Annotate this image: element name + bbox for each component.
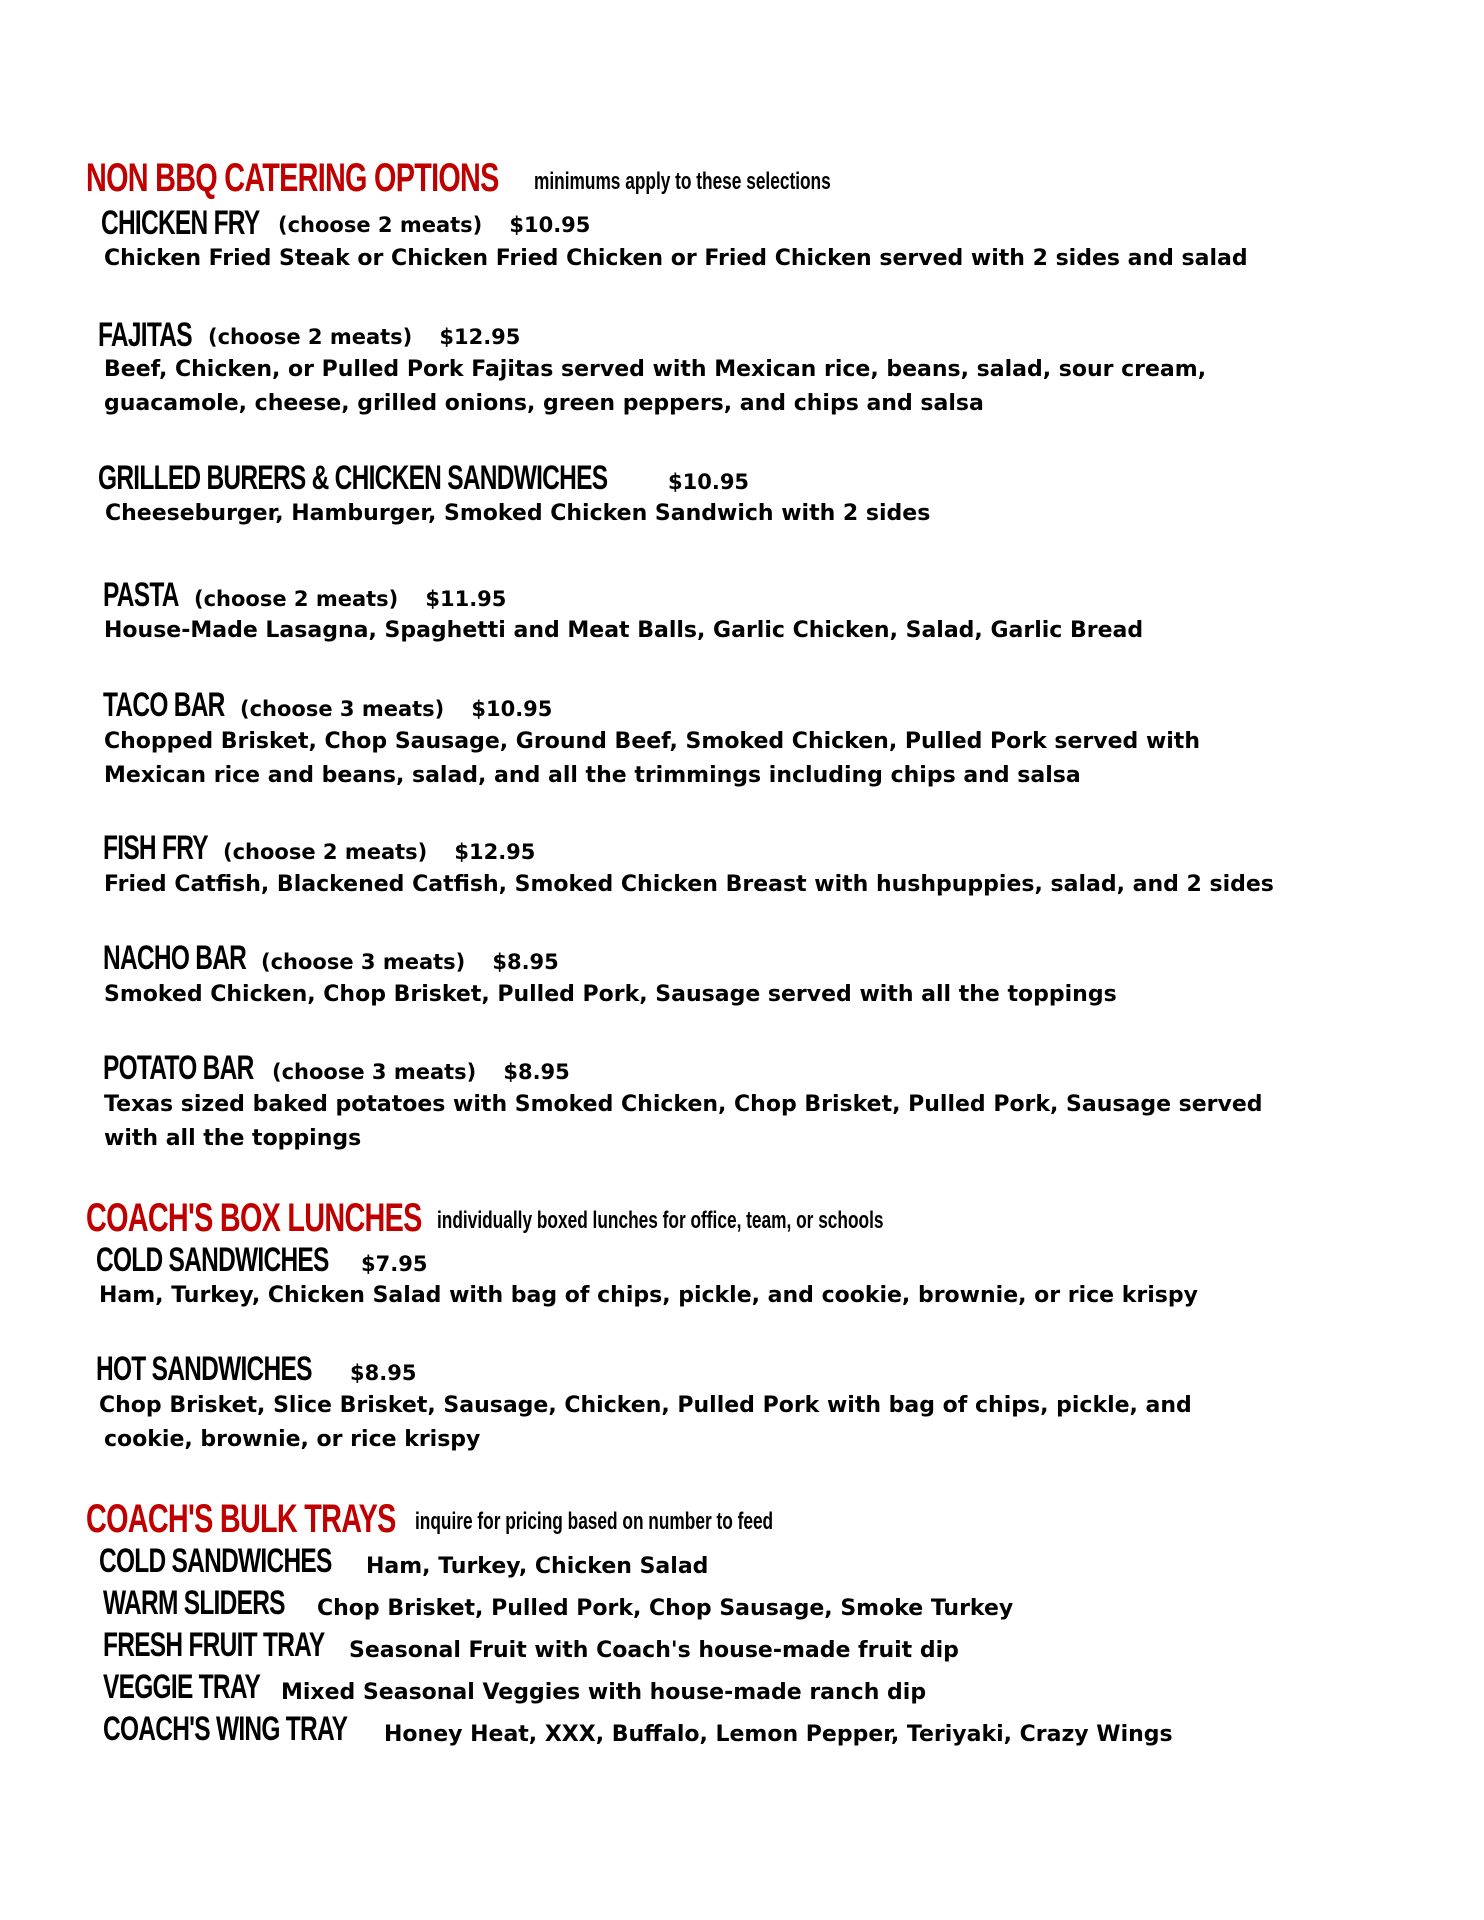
section-heading: COACH'S BULK TRAYS — [86, 1497, 396, 1541]
item-description: Ham, Turkey, Chicken Salad — [366, 1554, 709, 1579]
bulk-item-desc — [317, 1598, 1013, 1620]
item-description — [99, 1389, 1389, 1457]
item-price: $10.95 — [668, 470, 750, 494]
item-description — [104, 242, 1394, 276]
item-nacho-bar-meta — [261, 952, 559, 973]
item-choose: (choose 2 meats) — [278, 213, 483, 237]
item-name: VEGGIE TRAY — [103, 1668, 261, 1706]
description-line: Smoked Chicken, Chop Brisket, Pulled Pork, Sausage served with all the toppings — [104, 982, 1117, 1007]
description-line: Ham, Turkey, Chicken Salad with bag of chips, pickle, and cookie, brownie, or rice krispy — [99, 1283, 1198, 1308]
item-choose: (choose 3 meats) — [240, 697, 445, 721]
item-description — [104, 614, 1394, 648]
item-price: $8.95 — [492, 950, 559, 974]
item-price: $12.95 — [439, 325, 521, 349]
item-description: Mixed Seasonal Veggies with house-made ranch dip — [281, 1680, 927, 1705]
item-name: TACO BAR — [103, 686, 225, 724]
item-name: HOT SANDWICHES — [96, 1350, 312, 1388]
item-name: COLD SANDWICHES — [96, 1241, 329, 1279]
item-description — [99, 1279, 1389, 1313]
bulk-item-desc — [349, 1640, 959, 1662]
item-choose: (choose 2 meats) — [223, 840, 428, 864]
description-line: guacamole, cheese, grilled onions, green peppers, and chips and salsa — [104, 391, 984, 416]
item-fish-fry-meta — [223, 842, 535, 863]
item-pasta-meta — [194, 589, 506, 610]
description-line: Fried Catfish, Blackened Catfish, Smoked Chicken Breast with hushpuppies, salad, and 2 sides — [104, 872, 1274, 897]
bulk-item-desc — [281, 1682, 926, 1704]
section-note-box-lunches — [437, 1209, 1057, 1233]
item-choose: (choose 3 meats) — [272, 1060, 477, 1084]
description-line: House-Made Lasagna, Spaghetti and Meat Balls, Garlic Chicken, Salad, Garlic Bread — [104, 618, 1144, 643]
description-line: Chopped Brisket, Chop Sausage, Ground Beef, Smoked Chicken, Pulled Pork served with — [104, 729, 1200, 754]
bulk-item-desc — [384, 1724, 1173, 1746]
item-price: $12.95 — [454, 840, 536, 864]
item-price: $10.95 — [471, 697, 553, 721]
item-description: Chop Brisket, Pulled Pork, Chop Sausage, Smoke Turkey — [317, 1596, 1014, 1621]
item-description: Honey Heat, XXX, Buffalo, Lemon Pepper, Teriyaki, Crazy Wings — [384, 1722, 1173, 1747]
item-description — [104, 725, 1394, 793]
item-price: $10.95 — [509, 213, 591, 237]
item-name: COLD SANDWICHES — [99, 1542, 332, 1580]
item-name: FRESH FRUIT TRAY — [103, 1626, 325, 1664]
description-line: Chicken Fried Steak or Chicken Fried Chicken or Fried Chicken served with 2 sides and salad — [104, 246, 1248, 271]
item-choose: (choose 3 meats) — [261, 950, 466, 974]
item-name: COACH'S WING TRAY — [103, 1710, 348, 1748]
description-line: with all the toppings — [104, 1126, 362, 1151]
item-price: $8.95 — [503, 1060, 570, 1084]
section-heading: NON BBQ CATERING OPTIONS — [86, 156, 499, 200]
item-name: FISH FRY — [103, 829, 208, 867]
bulk-item-desc — [366, 1556, 708, 1578]
description-line: Texas sized baked potatoes with Smoked Chicken, Chop Brisket, Pulled Pork, Sausage served — [104, 1092, 1263, 1117]
item-name: GRILLED BURERS & CHICKEN SANDWICHES — [98, 459, 608, 497]
description-line: Chop Brisket, Slice Brisket, Sausage, Chicken, Pulled Pork with bag of chips, pickle, and — [99, 1393, 1192, 1418]
description-line: cookie, brownie, or rice krispy — [104, 1427, 481, 1452]
item-pasta — [103, 578, 208, 612]
description-line: Mexican rice and beans, salad, and all the trimmings including chips and salsa — [104, 763, 1081, 788]
item-name: NACHO BAR — [103, 939, 247, 977]
item-description — [104, 868, 1444, 902]
section-note-non-bbq — [534, 170, 946, 194]
item-taco-bar-meta — [240, 699, 552, 720]
item-grilled-burgers-meta — [668, 472, 749, 493]
description-line: Cheeseburger, Hamburger, Smoked Chicken Sandwich with 2 sides — [105, 501, 931, 526]
section-note: individually boxed lunches for office, team, or schools — [437, 1207, 884, 1234]
section-note: inquire for pricing based on number to feed — [415, 1508, 774, 1535]
section-note-bulk-trays — [415, 1510, 912, 1534]
item-hot-sandwiches-meta — [350, 1363, 416, 1384]
item-fajitas-meta — [208, 327, 520, 348]
item-choose: (choose 2 meats) — [208, 325, 413, 349]
section-note: minimums apply to these selections — [534, 168, 831, 195]
item-name: WARM SLIDERS — [103, 1584, 285, 1622]
item-description — [104, 353, 1394, 421]
item-name: CHICKEN FRY — [101, 204, 260, 242]
section-heading: COACH'S BOX LUNCHES — [86, 1196, 422, 1240]
item-description — [104, 978, 1394, 1012]
item-price: $8.95 — [350, 1361, 417, 1385]
item-description — [105, 497, 1395, 531]
description-line: Beef, Chicken, or Pulled Pork Fajitas served with Mexican rice, beans, salad, sour cream, — [104, 357, 1207, 382]
item-price: $7.95 — [361, 1252, 428, 1276]
item-price: $11.95 — [425, 587, 507, 611]
item-description — [104, 1088, 1444, 1156]
item-description: Seasonal Fruit with Coach's house-made fruit dip — [349, 1638, 959, 1663]
item-name: POTATO BAR — [103, 1049, 254, 1087]
item-chicken-fry-meta — [278, 215, 590, 236]
item-name: FAJITAS — [98, 316, 192, 354]
item-cold-sandwiches-meta — [361, 1254, 427, 1275]
item-name: PASTA — [103, 576, 179, 614]
item-choose: (choose 2 meats) — [194, 587, 399, 611]
item-potato-bar-meta — [272, 1062, 570, 1083]
